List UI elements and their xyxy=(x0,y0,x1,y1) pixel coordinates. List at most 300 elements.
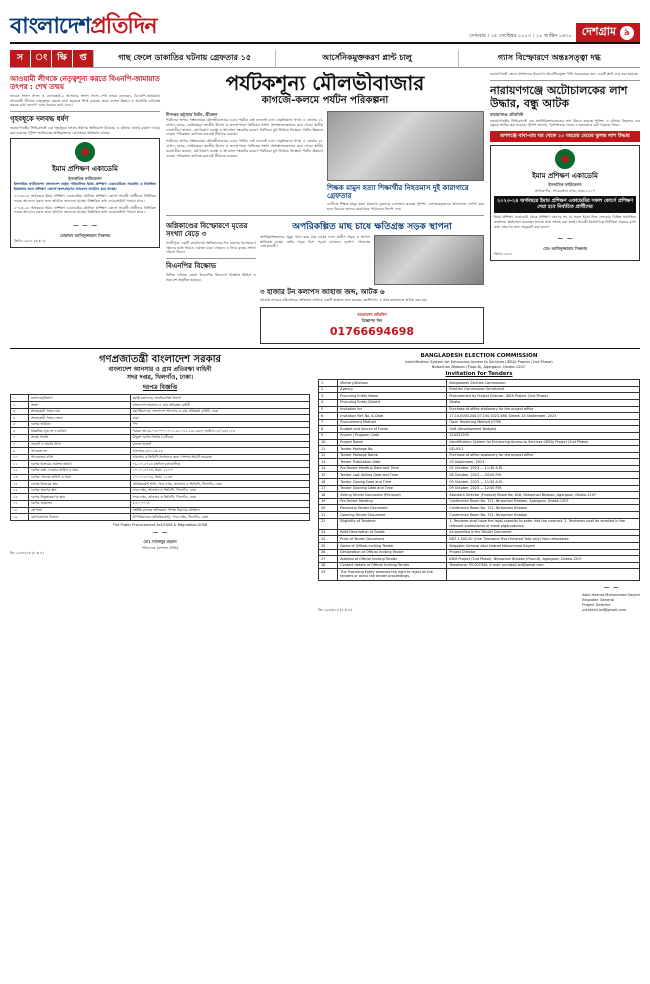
divider xyxy=(10,111,160,112)
table-row xyxy=(319,505,640,512)
notice-address: আগারগাঁও, শেরেবাংলা নগর, ঢাকা-১২০৭ xyxy=(534,188,596,193)
table-cell: ১৩ xyxy=(11,474,29,481)
table-cell: ১২ xyxy=(11,467,29,474)
table-row xyxy=(319,472,640,479)
table-cell: 25 xyxy=(319,543,338,550)
table-cell: ১০-১০-২০২৩, সময়: ১২:৩০ xyxy=(130,474,309,481)
table-cell: Agency xyxy=(338,386,447,393)
story-body: অপরিকল্পিতভাবে পুকুর খনন করে মাছ চাষের ফলে গ্রামীণ সড়ক ও স্থাপনা ক্ষতিগ্রস্ত হচ্ছে। বর্ষায় সড়ক ধসে পড়ায় চলাচলে দুর্ভোগ পোহাচ্ছে এলাকাবাসী। xyxy=(260,234,370,249)
table-cell: দরপত্র গ্রহণের স্থান xyxy=(28,487,130,494)
table-cell: উন্মুক্ত দরপত্র পদ্ধতি (ওটিএম) xyxy=(130,434,309,441)
table-row xyxy=(319,426,640,433)
center-lower-right xyxy=(260,219,484,344)
story-headline[interactable]: অগ্নিকাণ্ডের বিস্ফোরণে মৃতের সংখ্যা বেড়ে ৩ xyxy=(166,221,248,239)
lead-headline[interactable]: পর্যটকশূন্য মৌলভীবাজার xyxy=(225,72,425,95)
notice-title: ইমাম প্রশিক্ষণ একাডেমি xyxy=(532,172,598,181)
classified-ad[interactable] xyxy=(260,307,484,344)
lead-story xyxy=(166,111,484,212)
table-row xyxy=(319,556,640,563)
table-cell: Procurement by Project Director, IDEA Project (2nd Phase) xyxy=(447,393,640,400)
table-cell: ১৪ xyxy=(11,481,29,488)
notice-signer-role: পরিচালক (প্রশাসন-বিজি) xyxy=(141,545,179,550)
table-cell: 17.14.0000.240.07.150.2023-586, Dated: 24 September, 2023 xyxy=(447,413,640,420)
table-cell: Brief Description of Goods xyxy=(338,529,447,536)
ansar-tender-notice xyxy=(10,353,310,613)
table-cell: সদর দপ্তর, আনসার ও ভিডিপি, খিলগাঁও, ঢাকা xyxy=(130,494,309,501)
notice-subtitle: ইসলামিক ফাউন্ডেশন xyxy=(68,175,102,181)
table-row xyxy=(319,569,640,580)
table-cell: GoB (Development Budget) xyxy=(447,426,640,433)
law-ref: The Public Procurement Act/2006 & Regulation-2008 xyxy=(112,522,208,527)
table-cell: Receiving Tender Document xyxy=(338,505,447,512)
table-cell: ১৬ xyxy=(11,494,29,501)
story-body: চট্টগ্রাম বন্দরের বহির্নোঙরে অভিযান চালিয়ে একটি জাহাজ জব্দ করেছে কোস্টগার্ড। এ সময় ছয়জনকে আটক করা হয়। xyxy=(260,298,428,303)
logo-main: বাংলাদেশ xyxy=(10,13,91,40)
table-row xyxy=(319,492,640,499)
table-cell: Tender Publication Date xyxy=(338,459,447,466)
dateline: সোমবার । ২৫ সেপ্টেম্বর ২০২৩ । ১০ আশ্বিন ১৪৩০ xyxy=(469,33,572,40)
table-cell: Pre-Tender Meeting Date and Time xyxy=(338,465,447,472)
story-headline[interactable]: অপরিকল্পিত মাছ চাষে ক্ষতিগ্রস্ত সড়ক স্থাপনা xyxy=(292,221,452,232)
table-cell: সংস্থা xyxy=(28,402,130,409)
ec-project: Identification System for Enhancing Access to Services (IDEA) Project (2nd Phase) xyxy=(405,360,553,365)
table-row xyxy=(11,408,310,415)
table-cell: Conference Room No. 721, Nirbachon Bhaban xyxy=(447,505,640,512)
table-cell: 18 xyxy=(319,492,338,499)
ad-label: বাংলাদেশ প্রতিদিন xyxy=(357,312,387,317)
table-cell: Dhaka xyxy=(447,399,640,406)
notice-line: ইসলামিক ফাউন্ডেশন বাংলাদেশ কর্তৃক পরিচালিত ইমাম প্রশিক্ষণ একাডেমিতে সরকারি ও নিবন্ধিত ইমামদের জন্য প্রশিক্ষণ কোর্সে অংশগ্রহণের আবেদন আহ্বান করা যাচ্ছে। xyxy=(14,182,156,192)
table-cell: Bangladesh Election Commission xyxy=(447,380,640,387)
table-row xyxy=(319,518,640,529)
table-row xyxy=(11,421,310,428)
brief-headline[interactable]: আর্সেনিকমুক্তকরণ প্লান্ট চালু xyxy=(275,50,457,67)
table-row xyxy=(319,465,640,472)
table-row xyxy=(11,428,310,435)
notice-signer: মোঃ আনিসুজ্জামান সিকদার xyxy=(543,245,587,251)
ec-address: Nirbachon Bhaban (Floor-8), Agargaon, Dhaka-1207. xyxy=(431,364,527,369)
table-cell: Ministry/Division xyxy=(338,380,447,387)
table-cell: ১৯ xyxy=(11,514,29,521)
table-cell: ৮ xyxy=(11,441,29,448)
table-cell: 26 xyxy=(319,549,338,556)
brief-tag-letter: প্ত xyxy=(73,50,93,67)
table-cell: 2 xyxy=(319,386,338,393)
table-cell: ১৫ xyxy=(11,487,29,494)
callout-box: রূপগঞ্জে বাবা-মার ঘর থেকে ১০ বছরের মেয়ের ঝুলন্ত লাশ উদ্ধার xyxy=(490,131,640,142)
table-cell: সদর দপ্তর, আনসার ও ভিডিপি, খিলগাঁও, ঢাকা xyxy=(130,487,309,494)
table-row xyxy=(11,494,310,501)
table-cell: ২ xyxy=(11,402,29,409)
table-cell: Tender Opening Date and Time xyxy=(338,485,447,492)
brief-bar xyxy=(10,50,640,68)
table-row xyxy=(11,500,310,507)
story-headline[interactable]: শিক্ষক মামুন হত্যা শিক্ষার্থীর নিহতমাস দুই কারাগারে গ্রেফতার xyxy=(327,183,469,200)
story-headline[interactable]: নারায়ণগঞ্জে অটোচালকের লাশ উদ্ধার, বন্ধু আটক xyxy=(490,83,628,111)
table-cell: দরপত্র খোলার তারিখ ও সময় xyxy=(28,474,130,481)
table-row xyxy=(319,413,640,420)
table-cell: Opening Tender Document xyxy=(338,512,447,519)
brief-headline[interactable]: গাছ ফেলে ডাকাতির ঘটনায় গ্রেফতার ১৫ xyxy=(93,50,275,67)
table-cell: The Procuring Entity reserves the right to reject all the tenders or annul the tender proceedings. xyxy=(338,569,447,580)
table-row xyxy=(11,481,310,488)
table-cell: রাজস্ব বাজেট xyxy=(130,441,309,448)
table-cell: সংশ্লিষ্ট কাজের অভিজ্ঞতা সম্পন্ন ঠিকাদার প্রতিষ্ঠান xyxy=(130,507,309,514)
table-row xyxy=(319,549,640,556)
ec-tender-table xyxy=(318,379,640,580)
table-cell: Contact details of Official Inviting Tender xyxy=(338,562,447,569)
table-cell: 7 xyxy=(319,419,338,426)
notice-ref: জি-১৯৩৩/২৩ (৪ x ৪) xyxy=(318,607,352,612)
foundation-emblem-icon xyxy=(75,142,95,162)
table-cell: দরপত্র উন্মুক্তকরণের স্থান xyxy=(28,494,130,501)
table-row xyxy=(11,454,310,461)
table-cell: IDEA Project (2nd Phase), Nirbachon Bhaban (Floor-8), Agargaon, Dhaka-1207 xyxy=(447,556,640,563)
brief-tag-letter: স xyxy=(10,50,30,67)
table-cell: বিজ্ঞপ্তির সূত্র নং ও তারিখ xyxy=(28,428,130,435)
table-row xyxy=(319,459,640,466)
table-cell: 02 October, 2023 — 11:30 A.M. xyxy=(447,465,640,472)
notice-title: দরপত্র বিজ্ঞপ্তি xyxy=(142,384,178,392)
brief-headline[interactable]: গ্যাস বিস্ফোরণে অন্তঃসত্ত্বা দগ্ধ xyxy=(458,50,640,67)
notice-title: ইমাম প্রশিক্ষণ একাডেমি xyxy=(52,165,118,174)
table-cell: 16 xyxy=(319,479,338,486)
lead-photo xyxy=(327,111,484,181)
table-row xyxy=(319,446,640,453)
table-cell: Name of Official Inviting Tender xyxy=(338,543,447,550)
table-cell: Project / Program Code xyxy=(338,432,447,439)
table-cell: Eligibility of Tenderer xyxy=(338,518,447,529)
table-cell: Conference Room No. 721, Nirbachon Bhaban, Agargaon, Dhaka-1207 xyxy=(447,498,640,505)
table-cell: 25 September, 2023 xyxy=(447,459,640,466)
table-cell: Tender Closing Date and Time xyxy=(338,479,447,486)
table-cell: 13 xyxy=(319,459,338,466)
masthead xyxy=(10,8,640,44)
table-row xyxy=(11,514,310,521)
story-headline[interactable]: ৩ হাজার টন কলাপস জাহাজ জব্দ, আটক ৬ xyxy=(260,287,385,296)
ec-signer: Abul Hasnat Mohammad Sayem xyxy=(582,593,640,598)
table-cell: Pre-Tender Meeting xyxy=(338,498,447,505)
table-cell: 15 xyxy=(319,472,338,479)
table-cell: Invitation Ref. No. & Date xyxy=(338,413,447,420)
table-cell: 10 xyxy=(319,439,338,446)
table-row xyxy=(11,461,310,468)
table-row xyxy=(319,562,640,569)
brief-tag-letter: ং xyxy=(31,50,51,67)
table-cell: ৳ ৮০,০০০/- xyxy=(130,500,309,507)
table-row xyxy=(11,434,310,441)
table-row xyxy=(319,399,640,406)
table-cell: সংগ্রহ পদ্ধতি xyxy=(28,434,130,441)
table-cell: 09 October, 2023 — 11:30 A.M. xyxy=(447,479,640,486)
notice-band: ২০২৩-২৪ অর্থবছরে ইমাম প্রশিক্ষণ একাডেমির সকল কোর্সে প্রশিক্ষণ দেয়া হবে নির্বাচিত প্রার্থীদের xyxy=(494,196,636,214)
table-row xyxy=(11,467,310,474)
center-lower xyxy=(166,219,484,344)
table-cell: Assistant Director (Finance) Room No. 818, Nirbachon Bhaban, Agargaon, Dhaka-1207 xyxy=(447,492,640,499)
story-body: ফেনীতে শিক্ষক মামুন হত্যা মামলায় দুজনকে গ্রেফতার করেছে পুলিশ। গ্রেফতারকৃতদের আদালতে সোপর্দ করা হলে বিচারক তাদের কারাগারে পাঠানোর নির্দেশ দেন। xyxy=(327,202,484,212)
table-cell: ৫ xyxy=(11,421,29,428)
table-row xyxy=(319,419,640,426)
agency-address: সদর দপ্তর, খিলগাঁও, ঢাকা। xyxy=(126,374,194,382)
table-row xyxy=(11,415,310,422)
table-cell: উপপরিচালক (প্রকিউরমেন্ট), সদর দপ্তর, খিলগাঁও, ঢাকা xyxy=(130,514,309,521)
table-row xyxy=(319,452,640,459)
table-cell xyxy=(447,569,640,580)
lead-body: পর্যটনের অপার সম্ভাবনাময় মৌলভীবাজারে এবার পর্যটক নেই বললেই চলে। প্রকৃতিকন্যা খ্যাত এ জেলার চা-বাগান, হাওর, লাউয়াছড়া জাতীয় উদ্যান ও জলপ্রপাতে পর্যটকের সংখ্যা আশঙ্কাজনকভাবে কমে গেছে। স্থানীয় ব্যবসায়ীরা জানান, যোগাযোগ ব্যবস্থা ও আবাসন সংকটের কারণে পর্যটকরা মুখ ফিরিয়ে নিচ্ছেন। পর্যটন উন্নয়নে নেওয়া পরিকল্পনা কাগজে-কলমেই সীমাবদ্ধ রয়েছে। xyxy=(166,139,323,158)
table-cell: মহাপরিচালক, বাংলাদেশ আনসার ও গ্রাম প্রতিরক্ষা বাহিনী, ঢাকা xyxy=(130,408,309,415)
table-cell: ১১ xyxy=(11,461,29,468)
signature-mark: ~ ~ xyxy=(152,527,168,537)
ec-tender-notice xyxy=(318,353,640,613)
table-row xyxy=(11,487,310,494)
table-row xyxy=(319,485,640,492)
table-cell: As specified in the Tender Document xyxy=(447,529,640,536)
table-cell: GD-03.1 xyxy=(447,446,640,453)
table-cell: 27 xyxy=(319,556,338,563)
table-cell: দরপত্র আহ্বান xyxy=(28,421,130,428)
table-cell: Conference Room No. 721, Nirbachon Bhaban xyxy=(447,512,640,519)
table-cell: প্যাকেজের বর্ণনা xyxy=(28,454,130,461)
center-lower-left xyxy=(166,219,256,344)
table-cell: 3 xyxy=(319,393,338,400)
divider xyxy=(166,258,256,259)
ec-org: BANGLADESH ELECTION COMMISSION xyxy=(420,352,538,359)
story-body: নারায়ণগঞ্জে জেলা প্রশাসনের উদ্যোগে আর্সেনিকমুক্ত পানি সরবরাহের জন্য একটি প্লান্ট চালু করা হয়েছে। xyxy=(490,72,639,76)
agency-name: বাংলাদেশ আনসার ও গ্রাম প্রতিরক্ষা বাহিনী xyxy=(108,366,212,374)
table-cell: বাংলাদেশ আনসার ও গ্রাম প্রতিরক্ষা বাহিনী xyxy=(130,402,309,409)
table-row xyxy=(11,395,310,402)
table-cell: আনসার-২/২০২৩-২৪ xyxy=(130,448,309,455)
table-cell: Brigadier General Abul Hasnat Mohammad Sayem xyxy=(447,543,640,550)
ec-title: Invitation for Tenders xyxy=(445,370,513,377)
table-cell: প্রকিউরমেন্ট শাখা, সদর দপ্তর, আনসার ও ভিডিপি, খিলগাঁও, ঢাকা xyxy=(130,481,309,488)
notice-body: ২০২৩-২৪ অর্থবছরে ইমাম প্রশিক্ষণ একাডেমির মৌলিক প্রশিক্ষণ কোর্সে আগ্রহী প্রার্থীদের নির্ধারিত ফরমে আবেদন করার জন্য আহ্বান জানানো যাচ্ছে। বিস্তারিত তথ্য ওয়েবসাইটে পাওয়া যাবে। xyxy=(14,205,156,215)
story-headline[interactable]: গৃহবধূকে দলবদ্ধ ধর্ষণ xyxy=(10,115,69,124)
table-cell: যোগাযোগের ঠিকানা xyxy=(28,514,130,521)
table-cell: Selling Tender Document (Principal) xyxy=(338,492,447,499)
ec-signer-email[interactable]: pd.idea2.bd@gmail.com xyxy=(582,607,627,612)
table-cell: ১৮ xyxy=(11,507,29,514)
table-row xyxy=(319,386,640,393)
table-cell: Designation of Official Inviting Tender xyxy=(338,549,447,556)
table-cell: 20 xyxy=(319,505,338,512)
ec-signature-block xyxy=(582,583,640,613)
foundation-emblem-icon xyxy=(555,149,575,169)
table-cell: ৩ xyxy=(11,408,29,415)
table-row xyxy=(319,406,640,413)
left-column xyxy=(10,72,160,344)
table-row xyxy=(11,402,310,409)
table-cell: 09 October, 2023 — 12:00 P.M. xyxy=(447,485,640,492)
table-cell: Identification System for Enhancing Access to Services (IDEA) Project (2nd Phase) xyxy=(447,439,640,446)
imam-notice-right xyxy=(490,145,640,261)
page-number: ৯ xyxy=(620,26,634,40)
table-cell: Price of Tender Document xyxy=(338,536,447,543)
table-cell: 5 xyxy=(319,406,338,413)
table-cell: Project Director xyxy=(447,549,640,556)
table-cell: 23 xyxy=(319,529,338,536)
table-cell: 224331200 xyxy=(447,432,640,439)
table-row xyxy=(319,543,640,550)
table-cell: দরপত্র বিক্রয়ের স্থান xyxy=(28,481,130,488)
divider xyxy=(166,215,484,216)
notice-signer: মোহাম্মদ আনিসুজ্জামান সিকদার xyxy=(59,233,111,239)
brief-tag xyxy=(10,50,93,67)
table-cell: ৬ xyxy=(11,428,29,435)
table-cell: 22 xyxy=(319,518,338,529)
table-cell: 8 xyxy=(319,426,338,433)
table-row xyxy=(11,474,310,481)
ad-sub: বিজ্ঞাপন দিন xyxy=(361,318,383,324)
table-cell: ঢাকা xyxy=(130,415,309,422)
table-row xyxy=(11,441,310,448)
table-cell: যোগ্যতা xyxy=(28,507,130,514)
ec-signer-role: Project Director xyxy=(582,603,611,608)
table-cell: ৪ xyxy=(11,415,29,422)
notice-body: ২০২৩-২৪ অর্থবছরে ইমাম প্রশিক্ষণ একাডেমির মৌলিক প্রশিক্ষণ কোর্সে আগ্রহী প্রার্থীদের নির্ধারিত ফরমে আবেদন করার জন্য আহ্বান জানানো যাচ্ছে। বিস্তারিত তথ্য ওয়েবসাইটে পাওয়া যাবে। xyxy=(14,193,156,203)
table-row xyxy=(319,432,640,439)
logo-accent: প্রতিদিন xyxy=(90,13,157,40)
table-cell: 17 xyxy=(319,485,338,492)
lead-byline: দীপংকর ভট্টাচার্য লিটন, শ্রীমঙ্গল xyxy=(166,111,218,117)
table-cell: দরপত্র জমা দেওয়ার তারিখ ও সময় xyxy=(28,467,130,474)
signature-mark: ~ ~ ~ xyxy=(72,221,98,231)
table-cell: Procurement Method xyxy=(338,419,447,426)
table-cell: Tender Package No. xyxy=(338,446,447,453)
table-cell: 19 xyxy=(319,498,338,505)
table-cell: 12 xyxy=(319,452,338,459)
table-cell: Tender Package Name xyxy=(338,452,447,459)
table-cell: ৯ xyxy=(11,448,29,455)
table-cell: Election Commission Secretariat xyxy=(447,386,640,393)
table-cell: ০৯-১০-২০২৩ (অফিস চলাকালীন) xyxy=(130,461,309,468)
table-row xyxy=(319,479,640,486)
table-cell: ১০-১০-২০২৩, সময়: ১২:০০ xyxy=(130,467,309,474)
table-cell: পণ্য xyxy=(130,421,309,428)
section-label xyxy=(576,23,640,42)
signature-mark: ~ ~ xyxy=(603,582,620,592)
table-cell: Telephone: 55-007444, E-mail: pd.idea2.bd@gmail.com xyxy=(447,562,640,569)
table-cell: Procuring Entity District xyxy=(338,399,447,406)
table-cell: Purchase of office stationery for the project office xyxy=(447,452,640,459)
notice-subtitle: ইসলামিক ফাউন্ডেশন xyxy=(548,182,582,188)
table-cell: দরপত্র বিক্রয়ের সর্বশেষ তারিখ xyxy=(28,461,130,468)
table-cell: দরপত্র জামানত xyxy=(28,500,130,507)
notice-signer: মোঃ সাজেদুর রহমান xyxy=(143,539,177,545)
table-cell: বাজেট ও অর্থের উৎস xyxy=(28,441,130,448)
news-columns xyxy=(10,72,640,344)
story-body: নারায়ণগঞ্জের সিদ্ধিরগঞ্জে এক গৃহবধূকে দলবদ্ধ ধর্ষণের অভিযোগ উঠেছে। এ ঘটনায় থানায় মামলা দায়ের করা হয়েছে। পুলিশ জানিয়েছে অভিযুক্তদের গ্রেফতারে অভিযান চলছে। xyxy=(10,125,160,135)
table-cell: সংগ্রহকারী সত্তার নাম xyxy=(28,408,130,415)
ad-phone[interactable]: 01766694698 xyxy=(329,324,415,338)
ec-signer-role: Brigadier General xyxy=(582,598,614,603)
section-name: দেশগ্রাম xyxy=(581,25,616,39)
table-cell: 9 xyxy=(319,432,338,439)
imam-notice-left xyxy=(10,138,160,248)
table-cell: আনসার ও ভিডিপি সদস্যদের জন্য পোশাক সামগ্রী সরবরাহ xyxy=(130,454,309,461)
table-row xyxy=(11,507,310,514)
table-row xyxy=(319,498,640,505)
tender-table xyxy=(10,394,310,520)
table-cell: স্বরাষ্ট্র মন্ত্রণালয়, জননিরাপত্তা বিভাগ xyxy=(130,395,309,402)
table-row xyxy=(319,439,640,446)
table-cell: BDT 1,500.00 (One Thousand Five Hundred Taka only) Non-refundable xyxy=(447,536,640,543)
lead-story-media xyxy=(327,111,484,212)
lead-story-text xyxy=(166,111,323,212)
notice-ref: জিডি-১৬২৭ (৩ x ৫) xyxy=(14,239,46,244)
notice-body: ইমাম প্রশিক্ষণ একাডেমি থেকে প্রশিক্ষণ গ্রহণের পর যে সকল ইমাম নিজ এলাকায় বিভিন্ন সামাজিক কার্যক্রমে অংশগ্রহণ করেছেন তাদের তথ্য সংগ্রহ করা হচ্ছে। আগ্রহী ইমামগণকে নির্ধারিত সময়ের মধ্যে তথ্য প্রেরণের জন্য অনুরোধ করা হলো। xyxy=(494,215,636,229)
table-cell: Procuring Entity Name xyxy=(338,393,447,400)
table-cell: সংগ্রহকারী সত্তার জেলা xyxy=(28,415,130,422)
table-row xyxy=(319,512,640,519)
table-cell: Purchase of office stationery for the project office xyxy=(447,406,640,413)
story-body: গাজীপুরে একটি কারখানায় অগ্নিকাণ্ডের পর বয়লার বিস্ফোরণে দগ্ধদের মধ্যে আরও একজন মারা গেছেন। এ নিয়ে মৃতের সংখ্যা দাঁড়াল তিনে। xyxy=(166,240,256,255)
tender-notices xyxy=(10,348,640,613)
story-byline: নারায়ণগঞ্জ প্রতিনিধি xyxy=(490,112,524,118)
table-cell: 11 xyxy=(319,446,338,453)
lead-body: পর্যটনের অপার সম্ভাবনাময় মৌলভীবাজারে এবার পর্যটক নেই বললেই চলে। প্রকৃতিকন্যা খ্যাত এ জেলার চা-বাগান, হাওর, লাউয়াছড়া জাতীয় উদ্যান ও জলপ্রপাতে পর্যটকের সংখ্যা আশঙ্কাজনকভাবে কমে গেছে। স্থানীয় ব্যবসায়ীরা জানান, যোগাযোগ ব্যবস্থা ও আবাসন সংকটের কারণে পর্যটকরা মুখ ফিরিয়ে নিচ্ছেন। পর্যটন উন্নয়নে নেওয়া পরিকল্পনা কাগজে-কলমেই সীমাবদ্ধ রয়েছে। xyxy=(166,117,323,137)
table-cell: ১ xyxy=(11,395,29,402)
notice-ref: জিডি-১৬২৭ xyxy=(494,251,513,256)
table-cell: Address of Official Inviting Tender xyxy=(338,556,447,563)
story3-layout xyxy=(260,235,484,285)
table-cell: 6 xyxy=(319,413,338,420)
signature-mark: ~ ~ xyxy=(557,233,573,243)
table-cell: 1. Tenderer shall have the legal capacity to enter into the contract. 2. Tenderers shall be enrolled in the relevant professional or trade organizations. xyxy=(447,518,640,529)
table-cell: 1 xyxy=(319,380,338,387)
story-photo xyxy=(374,235,484,285)
table-cell: ৭ xyxy=(11,434,29,441)
right-column xyxy=(490,72,640,344)
table-cell: 24 xyxy=(319,536,338,543)
table-cell: স্মারক নং-৪৪.০৩.০০০০.০১৭.২৮.০২২.২৩-১৬৩০; তারিখ-১৮/০৯/২০২৩ xyxy=(130,428,309,435)
table-cell: ১৭ xyxy=(11,500,29,507)
masthead-right xyxy=(469,23,640,42)
story-body: সাবেক সংসদ সদস্য ও বাগেরহাট-২ আসনের সংসদ সদস্য শেখ তন্ময় বলেছেন, বিএনপি-জামায়াত আওয়ামী লীগকে নেতৃত্বশূন্য করতে নানা ষড়যন্ত্রে লিপ্ত রয়েছে। তারা দেশের উন্নয়ন ও অগ্রগতি বাধাগ্রস্ত করতে চায়। জনগণ এসব ষড়যন্ত্র রুখে দেবে। xyxy=(10,93,160,108)
brief-tag-letter: ক্ষি xyxy=(52,50,72,67)
govt-title: গণপ্রজাতন্ত্রী বাংলাদেশ সরকার xyxy=(99,353,221,365)
table-cell: Project Name xyxy=(338,439,447,446)
table-row xyxy=(319,529,640,536)
table-cell: 08 October, 2023 — 04:00 P.M. xyxy=(447,472,640,479)
table-row xyxy=(319,393,640,400)
story-headline[interactable]: বিএনপির বিক্ষোভ xyxy=(166,262,217,271)
table-cell: 21 xyxy=(319,512,338,519)
table-cell: প্যাকেজ নং xyxy=(28,448,130,455)
table-cell: Open Tendering Method (OTM) xyxy=(447,419,640,426)
newspaper-logo xyxy=(10,12,157,42)
table-cell: 14 xyxy=(319,465,338,472)
table-row xyxy=(319,380,640,387)
table-cell: 29 xyxy=(319,569,338,580)
table-row xyxy=(11,448,310,455)
story-body: নারায়ণগঞ্জের সিদ্ধিরগঞ্জে এক অটোরিকশাচালকের লাশ উদ্ধার করেছে পুলিশ। এ ঘটনায় নিহতের এক বন্ধুকে আটক করা হয়েছে। পুলিশ জানায়, পূর্বশত্রুতার জেরে এ হত্যাকাণ্ড ঘটে থাকতে পারে। xyxy=(490,118,640,128)
center-column xyxy=(166,72,484,344)
story-body: বিভিন্ন দাবিতে জেলা বিএনপির উদ্যোগে বিক্ষোভ মিছিল ও সমাবেশ অনুষ্ঠিত হয়েছে। xyxy=(166,272,256,282)
table-cell: Budget and Source of Funds xyxy=(338,426,447,433)
notice-ref: জি-১৯৩০/২৩ (৮ x ৪) xyxy=(10,550,44,555)
table-cell: 28 xyxy=(319,562,338,569)
ec-footer xyxy=(318,583,640,613)
table-cell: ১০ xyxy=(11,454,29,461)
lead-subheadline: কাগজে-কলমে পর্যটন পরিকল্পনা xyxy=(261,95,389,106)
table-cell: Invitation for xyxy=(338,406,447,413)
divider xyxy=(490,80,640,81)
table-cell: Tender Last Selling Date and Time xyxy=(338,472,447,479)
table-cell: মন্ত্রণালয়/বিভাগ xyxy=(28,395,130,402)
story-headline[interactable]: আওয়ামী লীগকে নেতৃত্বশূন্য করতে বিএনপি-জামায়াত তৎপর : শেখ তন্ময় xyxy=(10,75,160,92)
table-cell: 4 xyxy=(319,399,338,406)
